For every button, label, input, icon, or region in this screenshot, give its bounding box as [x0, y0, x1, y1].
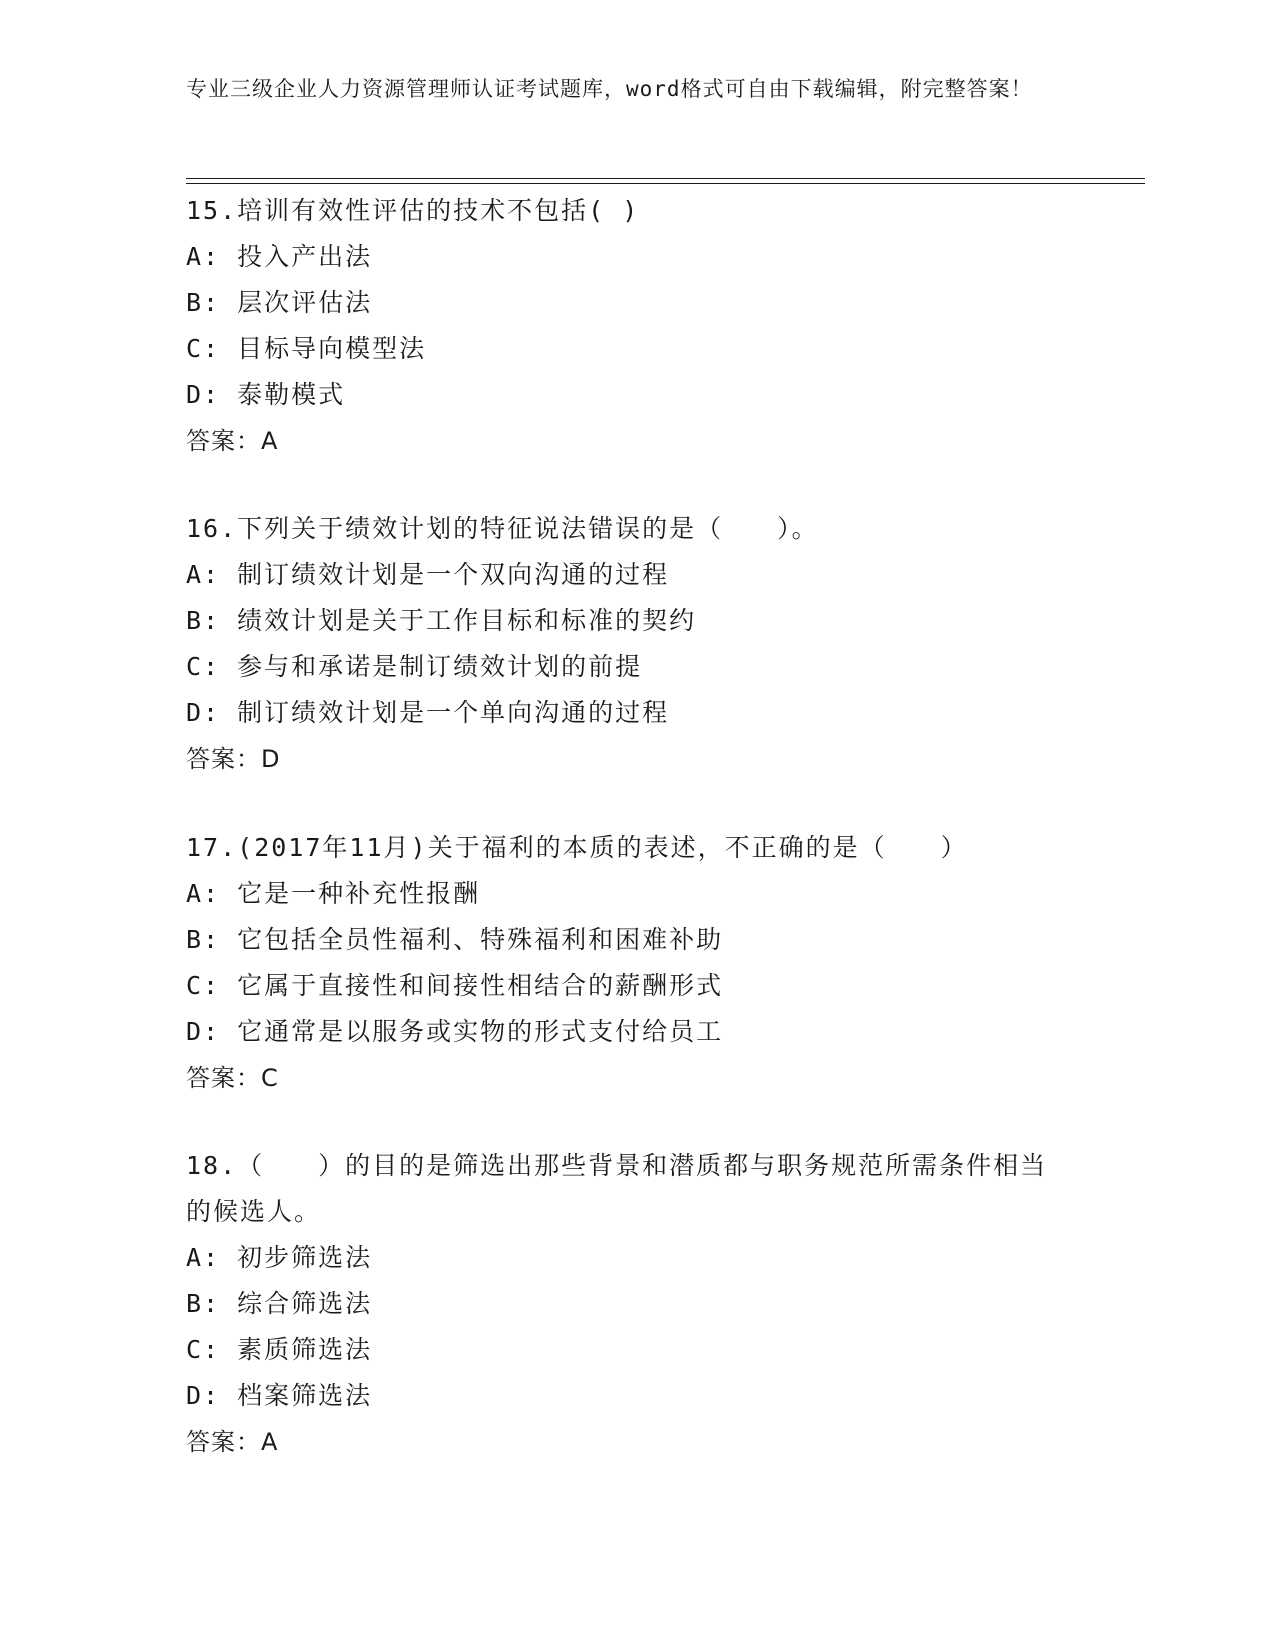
option-b: B: 它包括全员性福利、特殊福利和困难补助	[186, 925, 724, 954]
answer-line	[186, 1419, 1086, 1465]
option-d: D: 制订绩效计划是一个单向沟通的过程	[186, 698, 670, 727]
answer-value: C	[261, 1064, 279, 1092]
header-divider-bottom	[186, 183, 1145, 184]
answer-label: 答案：	[186, 1064, 261, 1092]
answer-line	[186, 418, 1086, 464]
question-16	[186, 506, 1086, 782]
question-stem: 17.(2017年11月)关于福利的本质的表述，不正确的是（ ）	[186, 833, 968, 862]
answer-value: A	[261, 427, 279, 455]
option-c: C: 目标导向模型法	[186, 334, 427, 363]
option-b: B: 层次评估法	[186, 288, 373, 317]
question-18	[186, 1143, 1086, 1465]
question-stem: 18.（ ）的目的是筛选出那些背景和潜质都与职务规范所需条件相当的候选人。	[186, 1151, 1048, 1226]
header-divider-top	[186, 178, 1145, 179]
answer-label: 答案：	[186, 427, 261, 455]
answer-label: 答案：	[186, 745, 261, 773]
answer-value: A	[261, 1428, 279, 1456]
answer-line	[186, 1055, 1086, 1101]
option-a: A: 初步筛选法	[186, 1243, 373, 1272]
option-b: B: 综合筛选法	[186, 1289, 373, 1318]
question-stem: 15.培训有效性评估的技术不包括( )	[186, 196, 640, 225]
question-stem: 16.下列关于绩效计划的特征说法错误的是（ ）。	[186, 514, 819, 543]
answer-value: D	[261, 745, 281, 773]
option-a: A: 投入产出法	[186, 242, 373, 271]
question-17	[186, 825, 1086, 1101]
document-header: 专业三级企业人力资源管理师认证考试题库，word格式可自由下载编辑，附完整答案！	[186, 77, 1033, 101]
question-15	[186, 188, 1086, 464]
answer-line	[186, 736, 1086, 782]
option-c: C: 它属于直接性和间接性相结合的薪酬形式	[186, 971, 724, 1000]
option-d: D: 它通常是以服务或实物的形式支付给员工	[186, 1017, 724, 1046]
option-b: B: 绩效计划是关于工作目标和标准的契约	[186, 606, 697, 635]
option-d: D: 档案筛选法	[186, 1381, 373, 1410]
option-d: D: 泰勒模式	[186, 380, 346, 409]
option-a: A: 它是一种补充性报酬	[186, 879, 481, 908]
option-c: C: 参与和承诺是制订绩效计划的前提	[186, 652, 643, 681]
option-c: C: 素质筛选法	[186, 1335, 373, 1364]
answer-label: 答案：	[186, 1428, 261, 1456]
option-a: A: 制订绩效计划是一个双向沟通的过程	[186, 560, 670, 589]
